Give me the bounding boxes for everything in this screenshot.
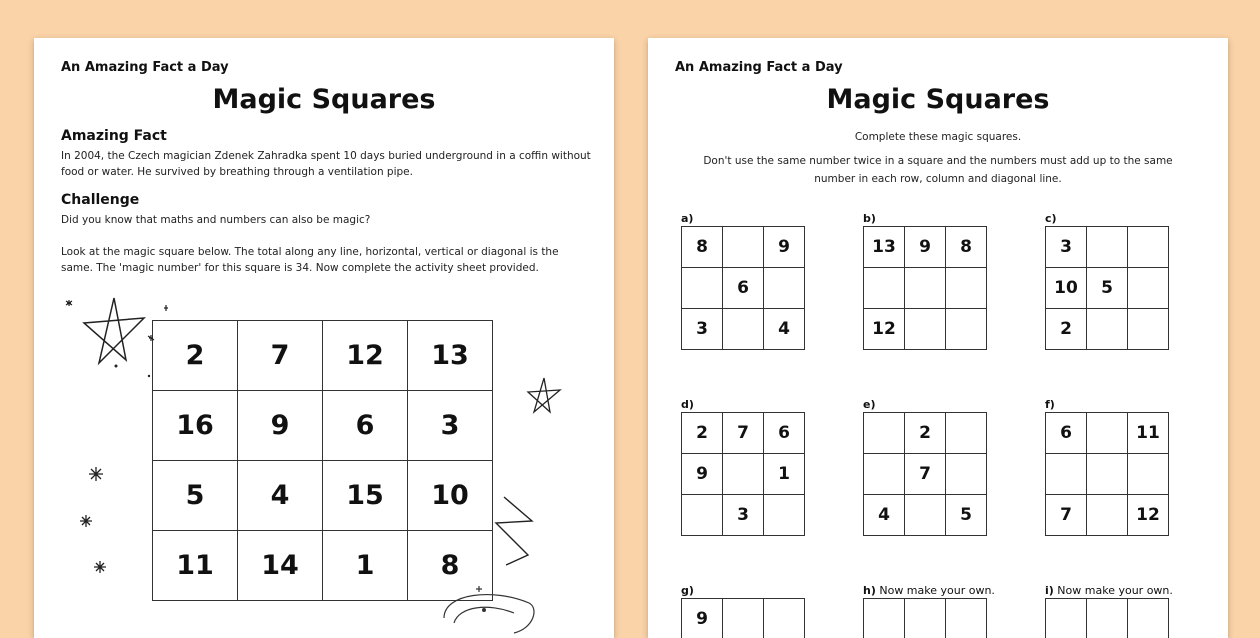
- star-doodle-large: [64, 288, 174, 378]
- puzzle-cell[interactable]: 12: [1128, 495, 1169, 536]
- puzzle-cell[interactable]: [905, 495, 946, 536]
- puzzle-cell[interactable]: 9: [682, 599, 723, 638]
- page-title: Magic Squares: [648, 84, 1228, 115]
- square-cell: 14: [238, 531, 323, 601]
- puzzle-cell[interactable]: 11: [1128, 413, 1169, 454]
- puzzle-cell[interactable]: [864, 413, 905, 454]
- drawing-doodle: [434, 578, 544, 638]
- puzzle-cell[interactable]: [864, 268, 905, 309]
- star-doodle-small: [526, 376, 562, 416]
- puzzle-cell[interactable]: [1128, 227, 1169, 268]
- square-cell: 6: [323, 391, 408, 461]
- fact-text: In 2004, the Czech magician Zdenek Zahradka spent 10 days buried underground in a coffin without food or water. He survived by breathing through a ventilation pipe.: [61, 148, 591, 180]
- puzzle-cell[interactable]: 7: [723, 413, 764, 454]
- puzzle-cell[interactable]: 7: [905, 454, 946, 495]
- puzzle-cell[interactable]: [1087, 454, 1128, 495]
- puzzle-cell[interactable]: [864, 454, 905, 495]
- instruction-complete: Complete these magic squares.: [668, 128, 1208, 146]
- puzzle-label: c): [1045, 212, 1057, 225]
- magic-square-puzzle: [863, 598, 987, 638]
- square-cell: 10: [408, 461, 493, 531]
- fact-sheet: [34, 38, 614, 638]
- puzzle-cell[interactable]: 8: [682, 227, 723, 268]
- puzzle-cell[interactable]: [764, 495, 805, 536]
- puzzle-cell[interactable]: [905, 309, 946, 350]
- sparkle-doodles: [74, 463, 114, 588]
- puzzle-cell[interactable]: 5: [946, 495, 987, 536]
- puzzle-cell[interactable]: [1046, 599, 1087, 638]
- magic-square-puzzle: [681, 226, 805, 350]
- puzzle-cell[interactable]: [1128, 599, 1169, 638]
- square-cell: 13: [408, 321, 493, 391]
- series-title: An Amazing Fact a Day: [61, 60, 229, 75]
- puzzle-e: [863, 398, 993, 536]
- puzzle-cell[interactable]: [946, 454, 987, 495]
- puzzle-instruction: Now make your own.: [1054, 584, 1173, 597]
- square-cell: 4: [238, 461, 323, 531]
- magic-square-puzzle: [681, 412, 805, 536]
- magic-square-puzzle: [863, 412, 987, 536]
- puzzle-cell[interactable]: [905, 268, 946, 309]
- puzzle-label: f): [1045, 398, 1055, 411]
- puzzle-label: h): [863, 584, 876, 597]
- magic-square-example: [152, 320, 493, 601]
- puzzle-cell[interactable]: [723, 227, 764, 268]
- challenge-question: Did you know that maths and numbers can also be magic?: [61, 212, 591, 228]
- puzzle-cell[interactable]: 6: [1046, 413, 1087, 454]
- puzzle-cell[interactable]: 10: [1046, 268, 1087, 309]
- square-row: [153, 321, 493, 391]
- puzzle-cell[interactable]: 13: [864, 227, 905, 268]
- puzzle-cell[interactable]: [723, 309, 764, 350]
- puzzle-label: d): [681, 398, 694, 411]
- puzzle-cell[interactable]: 2: [682, 413, 723, 454]
- square-cell: 9: [238, 391, 323, 461]
- puzzle-cell[interactable]: [1087, 495, 1128, 536]
- puzzle-label: g): [681, 584, 694, 597]
- puzzle-cell[interactable]: [723, 454, 764, 495]
- series-title: An Amazing Fact a Day: [675, 60, 843, 75]
- puzzle-cell[interactable]: [1087, 599, 1128, 638]
- puzzle-cell[interactable]: [1087, 227, 1128, 268]
- puzzle-cell[interactable]: [946, 413, 987, 454]
- square-cell: 11: [153, 531, 238, 601]
- puzzle-b: [863, 212, 993, 350]
- square-cell: 16: [153, 391, 238, 461]
- puzzle-cell[interactable]: 9: [764, 227, 805, 268]
- magic-square-puzzle: [681, 598, 805, 638]
- puzzle-cell[interactable]: [764, 599, 805, 638]
- puzzle-cell[interactable]: [1087, 309, 1128, 350]
- puzzle-cell[interactable]: [864, 599, 905, 638]
- puzzle-cell[interactable]: 4: [764, 309, 805, 350]
- page-title: Magic Squares: [34, 84, 614, 115]
- puzzle-cell[interactable]: 7: [1046, 495, 1087, 536]
- puzzle-cell[interactable]: [682, 495, 723, 536]
- challenge-text: Look at the magic square below. The total along any line, horizontal, vertical or diagonal is the same. The 'magic number' for this square is 34. Now complete the activity sheet provided.: [61, 244, 591, 276]
- puzzle-cell[interactable]: 9: [905, 227, 946, 268]
- puzzle-cell[interactable]: 8: [946, 227, 987, 268]
- square-cell: 8: [408, 531, 493, 601]
- puzzle-cell[interactable]: [946, 309, 987, 350]
- puzzle-cell[interactable]: 12: [864, 309, 905, 350]
- puzzle-cell[interactable]: [723, 599, 764, 638]
- puzzle-cell[interactable]: [764, 268, 805, 309]
- puzzle-label: e): [863, 398, 876, 411]
- puzzle-cell[interactable]: 2: [1046, 309, 1087, 350]
- puzzle-a: [681, 212, 811, 350]
- square-cell: 2: [153, 321, 238, 391]
- instruction-rules: Don't use the same number twice in a square and the numbers must add up to the same number in each row, column and diagonal line.: [683, 152, 1193, 188]
- square-cell: 15: [323, 461, 408, 531]
- puzzle-label: a): [681, 212, 693, 225]
- puzzle-cell[interactable]: 9: [682, 454, 723, 495]
- puzzle-cell[interactable]: [1128, 268, 1169, 309]
- puzzle-cell[interactable]: [946, 599, 987, 638]
- puzzle-label: i): [1045, 584, 1054, 597]
- square-cell: 7: [238, 321, 323, 391]
- puzzle-cell[interactable]: [1128, 309, 1169, 350]
- puzzle-cell[interactable]: [905, 599, 946, 638]
- puzzle-cell[interactable]: 2: [905, 413, 946, 454]
- puzzle-cell[interactable]: [1087, 413, 1128, 454]
- challenge-heading: Challenge: [61, 192, 139, 208]
- square-cell: 1: [323, 531, 408, 601]
- puzzle-instruction: Now make your own.: [876, 584, 995, 597]
- magic-square-puzzle: [863, 226, 987, 350]
- puzzle-cell[interactable]: [1046, 454, 1087, 495]
- square-cell: 5: [153, 461, 238, 531]
- puzzle-cell[interactable]: 3: [1046, 227, 1087, 268]
- puzzle-cell[interactable]: 5: [1087, 268, 1128, 309]
- puzzle-cell[interactable]: [946, 268, 987, 309]
- fact-heading: Amazing Fact: [61, 128, 167, 144]
- puzzle-cell[interactable]: [1128, 454, 1169, 495]
- square-row: [153, 461, 493, 531]
- square-row: [153, 391, 493, 461]
- puzzle-cell[interactable]: 6: [764, 413, 805, 454]
- square-cell: 12: [323, 321, 408, 391]
- magic-square-puzzle: [1045, 226, 1169, 350]
- puzzle-cell[interactable]: 3: [723, 495, 764, 536]
- activity-sheet: [648, 38, 1228, 638]
- puzzle-label: b): [863, 212, 876, 225]
- puzzle-cell[interactable]: 3: [682, 309, 723, 350]
- puzzle-cell[interactable]: 1: [764, 454, 805, 495]
- square-cell: 3: [408, 391, 493, 461]
- magic-square-puzzle: [1045, 598, 1169, 638]
- puzzle-cell[interactable]: [682, 268, 723, 309]
- puzzle-f: [1045, 398, 1175, 536]
- puzzle-cell[interactable]: 6: [723, 268, 764, 309]
- puzzle-cell[interactable]: 4: [864, 495, 905, 536]
- puzzle-d: [681, 398, 811, 536]
- magic-square-puzzle: [1045, 412, 1169, 536]
- puzzle-c: [1045, 212, 1175, 350]
